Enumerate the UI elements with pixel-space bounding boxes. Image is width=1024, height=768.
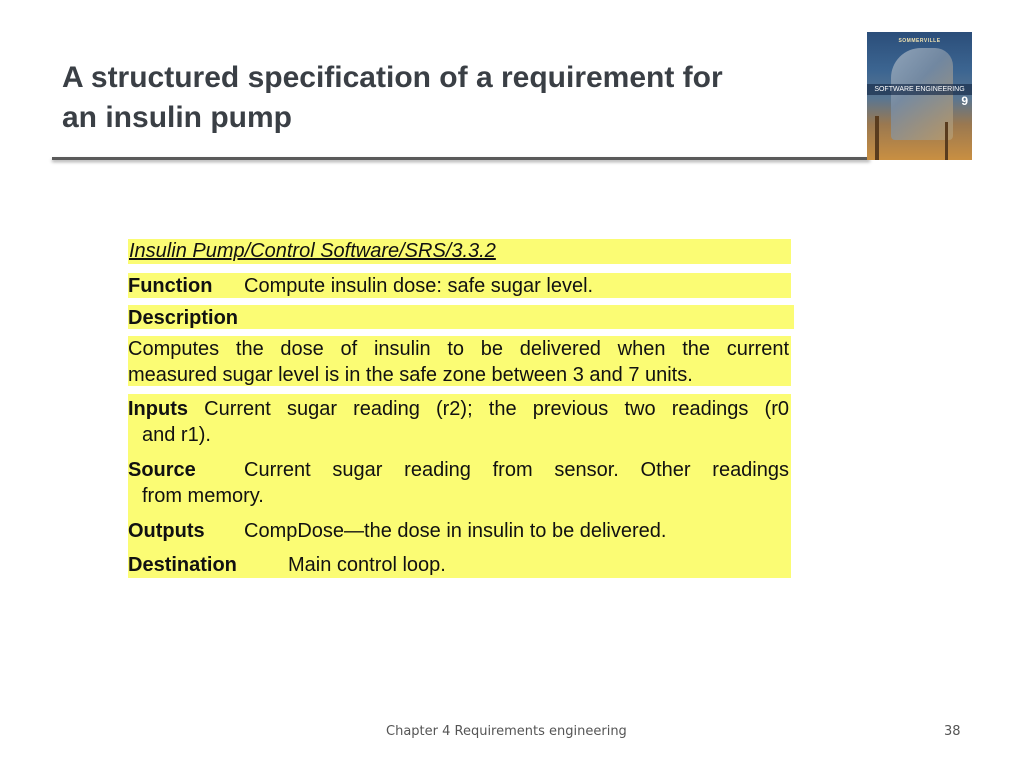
page-number: 38: [944, 724, 961, 739]
spec-header: Insulin Pump/Control Software/SRS/3.3.2: [129, 240, 496, 262]
inputs-label: Inputs: [128, 398, 188, 420]
cover-title: SOFTWARE ENGINEERING: [867, 84, 972, 95]
footer-chapter: Chapter 4 Requirements engineering: [386, 724, 627, 739]
outputs-row: [128, 518, 666, 544]
description-line2: measured sugar level is in the safe zone between 3 and 7 units.: [128, 364, 693, 386]
slide-title-line1: A structured specification of a requirement for: [62, 61, 723, 94]
destination-label: Destination: [128, 554, 237, 576]
destination-row: [128, 552, 446, 578]
destination-text: Main control loop.: [288, 554, 446, 576]
cover-crane-graphic: [875, 116, 879, 160]
inputs-row: [128, 396, 789, 422]
outputs-text: CompDose—the dose in insulin to be delivered.: [244, 520, 667, 542]
source-line2: from memory.: [142, 485, 264, 507]
title-divider: [52, 157, 870, 160]
cover-edition: 9: [961, 94, 968, 108]
inputs-text: Current sugar reading (r2); the previous two readings (r0: [204, 398, 789, 420]
source-label: Source: [128, 459, 196, 481]
cover-author: SOMMERVILLE: [898, 38, 941, 44]
inputs-line2: and r1).: [142, 424, 211, 446]
cover-crane-graphic: [945, 122, 948, 160]
description-label: Description: [128, 307, 239, 329]
function-text: Compute insulin dose: safe sugar level.: [244, 275, 594, 297]
description-line1: Computes the dose of insulin to be delivered when the current: [128, 338, 789, 360]
book-cover-image: [867, 32, 972, 160]
source-text: Current sugar reading from sensor. Other readings: [244, 459, 789, 481]
slide-title: [62, 58, 842, 138]
function-label: Function: [128, 275, 213, 297]
source-row: [128, 457, 789, 483]
function-row: [128, 273, 593, 299]
slide-title-line2: an insulin pump: [62, 101, 292, 134]
outputs-label: Outputs: [128, 520, 205, 542]
